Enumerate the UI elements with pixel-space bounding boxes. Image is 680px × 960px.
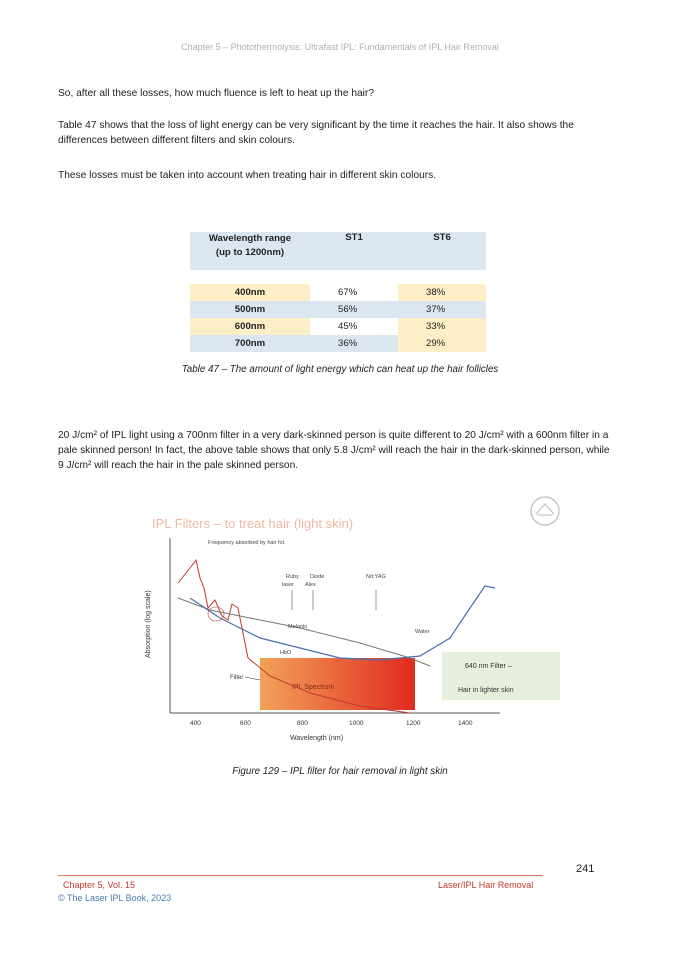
x-tick: 1000 <box>349 720 364 727</box>
table-row <box>190 335 486 352</box>
footer-left: Chapter 5, Vol. 15 <box>63 880 136 890</box>
cell-st1: 36% <box>310 335 398 352</box>
ipl-filter-figure <box>130 508 570 758</box>
melanin-label: Melanin <box>288 624 308 630</box>
figure-title: IPL Filters – to treat hair (light skin) <box>152 516 354 531</box>
cell-st6: 37% <box>398 301 486 318</box>
alex-label: Alex <box>305 582 316 588</box>
cell-st1: 67% <box>310 284 398 301</box>
cell-range: 700nm <box>190 335 310 352</box>
cell-st6: 29% <box>398 335 486 352</box>
header-st1: ST1 <box>310 232 398 270</box>
cell-st1: 56% <box>310 301 398 318</box>
footer-divider <box>58 875 543 876</box>
x-tick: 800 <box>297 720 308 727</box>
page-number: 241 <box>576 863 595 875</box>
running-header: Chapter 5 – Photothermolysis: Ultrafast IPL: Fundamentals of IPL Hair Removal <box>181 42 499 52</box>
footer-copyright: © The Laser IPL Book, 2023 <box>58 893 172 903</box>
ipl-spectrum-block <box>260 658 415 710</box>
paragraph: 20 J/cm² of IPL light using a 700nm filter in a very dark-skinned person is quite different to 20 J/cm² with a 600nm filter in a pale skinned person! In fact, the above table shows that only 5.8 J/cm² will reach the hair in the dark-skinned person, while 9 J/cm² will reach the hair in the pale skinned person. <box>58 430 610 471</box>
absorb-label: Frequency absorbed by hair fol. <box>208 540 286 546</box>
note-line1: 640 nm Filter – <box>465 663 512 670</box>
table-row <box>190 301 486 318</box>
x-axis-label: Wavelength (nm) <box>290 735 344 742</box>
x-tick: 600 <box>240 720 251 727</box>
x-tick: 400 <box>190 720 201 727</box>
table-caption: Table 47 – The amount of light energy which can heat up the hair follicles <box>181 364 499 375</box>
header-st6: ST6 <box>398 232 486 270</box>
water-curve <box>190 586 495 660</box>
table-row <box>190 318 486 335</box>
y-axis-label: Absorption (log scale) <box>145 590 152 658</box>
water-label: Water <box>415 629 430 635</box>
light-loss-table <box>190 232 486 352</box>
x-tick: 1200 <box>406 720 421 727</box>
ndyag-label: Nd:YAG <box>366 574 386 580</box>
laser-label: laser <box>282 582 294 588</box>
table-header-row <box>190 232 486 270</box>
filter-label: Filter <box>230 675 244 681</box>
melanin-curve <box>178 598 430 666</box>
paragraph: These losses must be taken into account when treating hair in different skin colours. <box>58 170 437 181</box>
spectrum-label: IPL Spectrum <box>292 684 335 691</box>
paragraph: Table 47 shows that the loss of light energy can be very significant by the time it reaches the hair. It also shows the differences between different filters and skin colours. <box>58 120 574 146</box>
header-range-line1: Wavelength range <box>208 233 292 244</box>
cell-range: 400nm <box>190 284 310 301</box>
cell-st1: 45% <box>310 318 398 335</box>
cell-range: 600nm <box>190 318 310 335</box>
ruby-label: Ruby <box>286 574 299 580</box>
figure-caption: Figure 129 – IPL filter for hair removal in light skin <box>232 766 448 777</box>
cell-st6: 33% <box>398 318 486 335</box>
cell-st6: 38% <box>398 284 486 301</box>
paragraph: So, after all these losses, how much fluence is left to heat up the hair? <box>58 88 374 99</box>
note-line2: Hair in lighter skin <box>458 687 514 694</box>
x-tick: 1400 <box>458 720 473 727</box>
table-row <box>190 284 486 301</box>
footer-right: Laser/IPL Hair Removal <box>438 880 534 890</box>
hb-label: HbO <box>280 650 292 656</box>
cell-range: 500nm <box>190 301 310 318</box>
diode-label: Diode <box>310 574 325 580</box>
header-range-line2: (up to 1200nm) <box>215 247 285 258</box>
header-wavelength-range <box>190 232 310 270</box>
